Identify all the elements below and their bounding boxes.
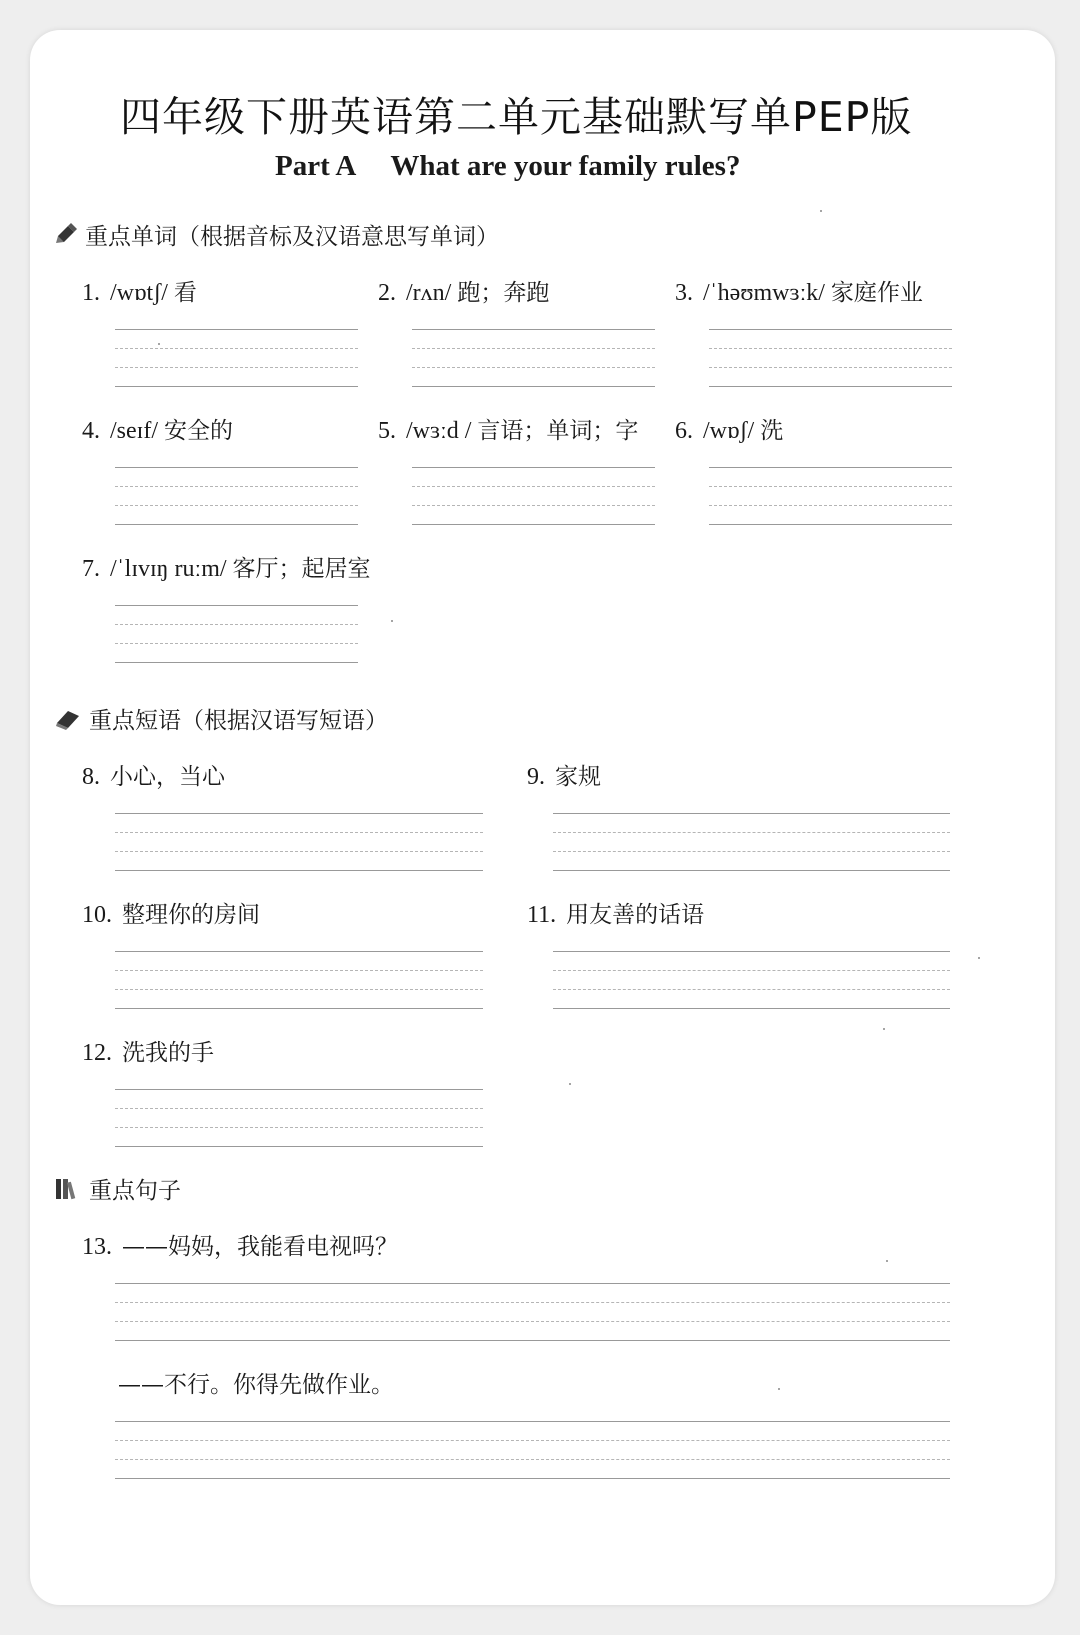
word-item-2 [378,274,549,307]
chinese-meaning: 家庭作业 [830,280,923,306]
item-number: 11. [527,902,557,928]
subtitle-part: Part A [275,150,357,182]
chinese-meaning: 小心，当心 [110,764,225,790]
word-item-4 [82,412,233,445]
phrase-item-11 [527,896,704,929]
item-number: 4. [82,418,100,444]
writing-lines[interactable] [115,1283,950,1359]
word-item-7 [82,550,371,583]
writing-lines[interactable] [115,813,483,889]
scan-speck [820,210,822,212]
chinese-meaning: 洗我的手 [122,1040,214,1066]
writing-lines[interactable] [115,329,358,405]
section-label-sentences: 重点句子 [89,1178,181,1204]
phonetic: /ˈlɪvɪŋ ruːm/ [110,556,227,582]
phonetic: /ˈhəʊmwɜːk/ [703,280,825,306]
item-number: 9. [527,764,545,790]
word-item-6 [675,412,783,445]
phonetic: /rʌn/ [406,280,452,306]
section-label-phrases: 重点短语（根据汉语写短语） [89,708,388,734]
item-number: 6. [675,418,693,444]
phonetic: /wɒʃ/ [703,418,755,444]
phrase-item-10 [82,896,260,929]
scan-speck [978,957,980,959]
writing-lines[interactable] [115,605,358,681]
chinese-meaning: 客厅；起居室 [232,556,371,582]
phrase-item-9 [527,758,601,791]
item-number: 10. [82,902,112,928]
scan-speck [886,1260,888,1262]
scan-speck [883,1028,885,1030]
phonetic: /seɪf/ [110,418,158,444]
chinese-meaning: 看 [173,280,197,306]
scan-speck [158,343,160,345]
page-title: 四年级下册英语第二单元基础默写单PEP版 [120,93,913,141]
phrase-item-12 [82,1034,214,1067]
pencil-icon [55,223,77,247]
item-number: 7. [82,556,100,582]
books-icon [55,1178,81,1200]
chinese-meaning: 用友善的话语 [566,902,705,928]
writing-lines[interactable] [553,813,950,889]
writing-lines[interactable] [412,467,655,543]
item-number: 1. [82,280,100,306]
item-number: 12. [82,1040,112,1066]
section-header-phrases [55,702,388,735]
page-subtitle [275,150,975,183]
section-header-sentences [55,1172,181,1205]
sentence-answer-text: ——不行。你得先做作业。 [118,1372,394,1398]
scan-speck [778,1388,780,1390]
scan-speck [569,1083,571,1085]
writing-lines[interactable] [709,467,952,543]
writing-lines[interactable] [553,951,950,1027]
subtitle-question: What are your family rules? [390,150,741,182]
section-header-words [55,218,499,251]
writing-lines[interactable] [412,329,655,405]
writing-lines[interactable] [115,951,483,1027]
writing-lines[interactable] [115,1089,483,1165]
item-number: 5. [378,418,396,444]
item-number: 13. [82,1234,112,1260]
item-number: 3. [675,280,693,306]
phonetic: /wɜːd / [406,418,472,444]
chinese-meaning: 安全的 [164,418,233,444]
scan-speck [391,620,393,622]
item-number: 2. [378,280,396,306]
chinese-meaning: 跑；奔跑 [457,280,550,306]
phonetic: /wɒtʃ/ [110,280,168,306]
word-item-5 [378,412,638,445]
sentence-answer [118,1366,394,1399]
phrase-item-8 [82,758,225,791]
chinese-meaning: 洗 [760,418,784,444]
writing-lines[interactable] [115,1421,950,1497]
sentence-question: ——妈妈，我能看电视吗？ [122,1234,398,1260]
chinese-meaning: 家规 [555,764,601,790]
writing-lines[interactable] [115,467,358,543]
word-item-1 [82,274,197,307]
item-number: 8. [82,764,100,790]
section-label-words: 重点单词（根据音标及汉语意思写单词） [85,224,499,250]
chinese-meaning: 言语；单词；字 [477,418,639,444]
writing-lines[interactable] [709,329,952,405]
word-item-3 [675,274,923,307]
sentence-item-13 [82,1228,398,1261]
chinese-meaning: 整理你的房间 [122,902,260,928]
eraser-icon [55,708,81,730]
